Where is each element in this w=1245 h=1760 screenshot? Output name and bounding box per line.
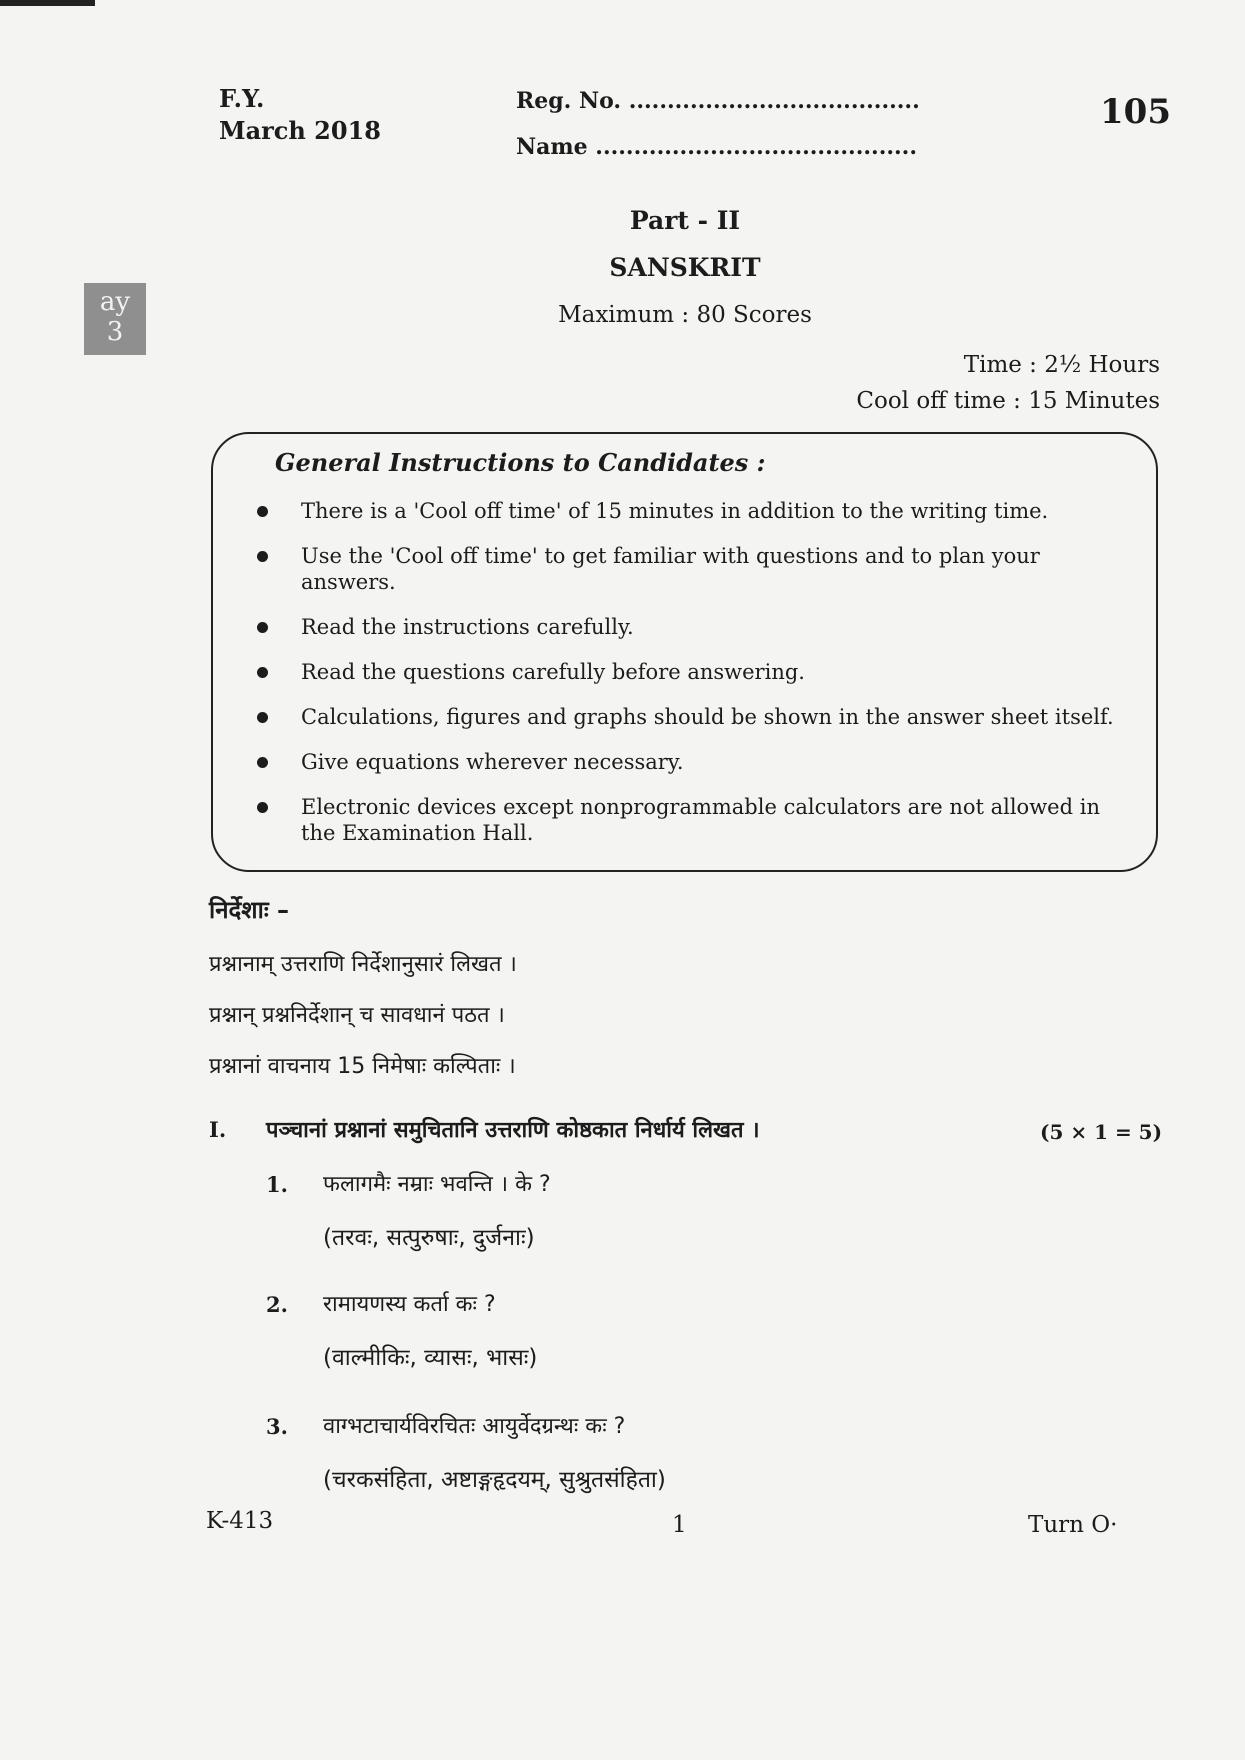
instruction-item: Calculations, figures and graphs should be shown in the answer sheet itself. [257,704,1117,730]
instruction-item: Electronic devices except nonprogrammable calculators are not allowed in the Examination Hall. [257,794,1117,846]
sanskrit-instruction-line: प्रश्नानाम् उत्तराणि निर्देशानुसारं लिखत । [209,952,517,977]
question-options: (चरकसंहिता, अष्टाङ्गहृदयम्, सुश्रुतसंहिता) [323,1467,666,1493]
instruction-item: Give equations wherever necessary. [257,749,1117,775]
bullet-icon [257,802,268,813]
paper-code: 105 [1100,92,1171,132]
sanskrit-instructions-heading: निर्देशाः – [209,896,290,924]
session-label: March 2018 [219,116,381,145]
question-number: 2. [266,1292,288,1317]
time-label: Time : 2½ Hours [963,352,1160,378]
sanskrit-instruction-line: प्रश्नानां वाचनाय 15 निमेषाः कल्पिताः । [209,1054,516,1079]
bullet-icon [257,667,268,678]
side-tab-line-1: ay [99,287,131,317]
instruction-item: Read the questions carefully before answering. [257,659,1117,685]
question-options: (तरवः, सत्पुरुषाः, दुर्जनाः) [323,1225,535,1251]
scan-edge [0,0,95,6]
sanskrit-instruction-line: प्रश्नान् प्रश्ननिर्देशान् च सावधानं पठत । [209,1003,505,1028]
reg-no-field: Reg. No. ...................................... [516,88,920,114]
section-marks: (5 × 1 = 5) [1040,1120,1163,1144]
part-title: Part - II [629,206,741,235]
footer-code: K-413 [206,1508,274,1534]
subject-title: SANSKRIT [609,253,761,282]
bullet-icon [257,506,268,517]
cool-off-label: Cool off time : 15 Minutes [856,388,1160,414]
section-title: पञ्चानां प्रश्नानां समुचितानि उत्तराणि कोष्ठकात निर्धार्य लिखत । [266,1118,760,1143]
name-field: Name .......................................... [516,134,917,160]
bullet-icon [257,757,268,768]
page-number: 1 [672,1512,687,1538]
question-text: रामायणस्य कर्ता कः ? [323,1292,496,1317]
section-number: I. [209,1117,227,1142]
instructions-heading: General Instructions to Candidates : [275,448,766,477]
question-number: 1. [266,1172,288,1197]
instruction-item: Read the instructions carefully. [257,614,1117,640]
question-options: (वाल्मीकिः, व्यासः, भासः) [323,1345,538,1371]
max-score: Maximum : 80 Scores [558,302,812,328]
question-text: वाग्भटाचार्यविरचितः आयुर्वेदग्रन्थः कः ? [323,1414,626,1439]
instructions-list [257,498,1117,865]
side-tab-line-2: 3 [106,317,124,347]
bullet-icon [257,712,268,723]
instructions-box [211,432,1158,872]
bullet-icon [257,622,268,633]
question-text: फलागमैः नम्राः भवन्ति । के ? [323,1172,551,1197]
instruction-item: There is a 'Cool off time' of 15 minutes in addition to the writing time. [257,498,1117,524]
turn-over-label: Turn O· [1028,1512,1118,1538]
question-number: 3. [266,1414,288,1439]
instruction-item: Use the 'Cool off time' to get familiar with questions and to plan your answers. [257,543,1117,595]
class-label: F.Y. [219,84,265,113]
bullet-icon [257,551,268,562]
